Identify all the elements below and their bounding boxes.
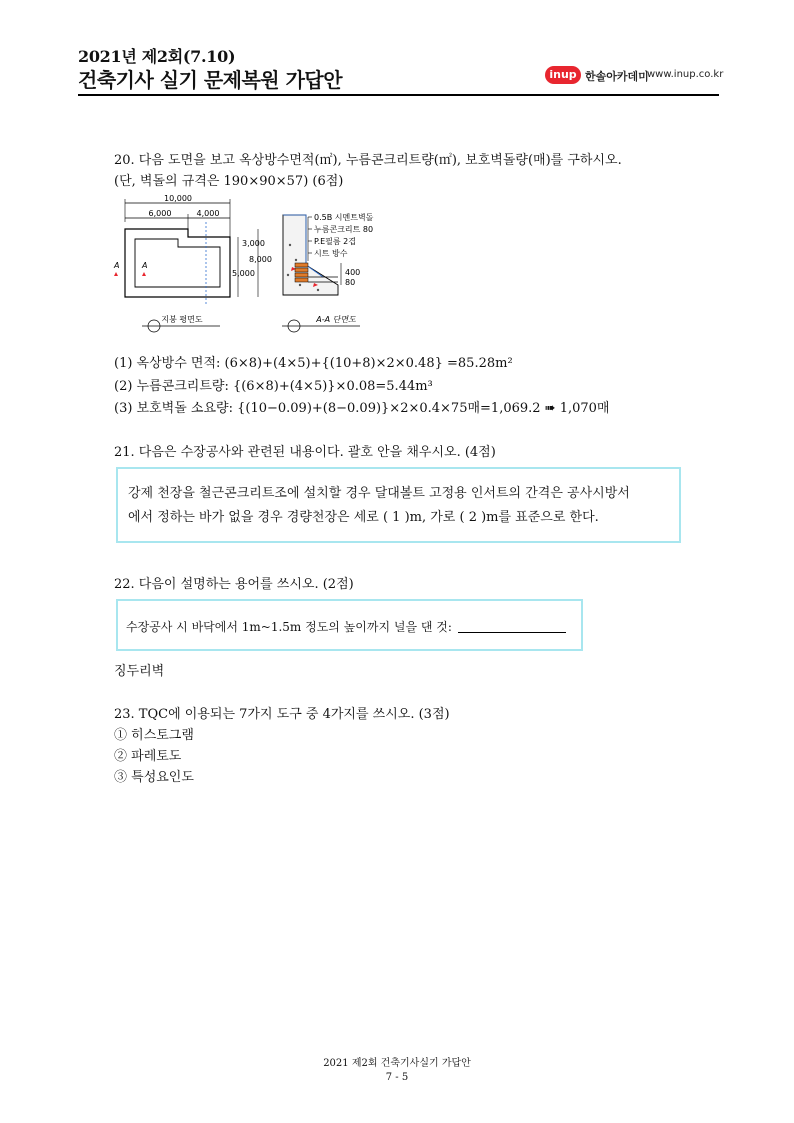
- q21-content-box: [116, 467, 681, 543]
- q23-question: 23. TQC에 이용되는 7가지 도구 중 4가지를 쓰시오. (3점): [114, 707, 450, 722]
- section-label-pe-film: P.E필름 2겹: [314, 237, 356, 246]
- q20-answer-3: (3) 보호벽돌 소요량: {(10−0.09)+(8−0.09)}×2×0.4×75매=1,069.2 ➠ 1,070매: [114, 401, 610, 416]
- q20-answer-2: (2) 누름콘크리트량: {(6×8)+(4×5)}×0.08=5.44m³: [114, 379, 433, 394]
- dim-8000: 8,000: [249, 255, 272, 264]
- q22-box-text: 수장공사 시 바닥에서 1m~1.5m 정도의 높이까지 널을 댄 것:: [126, 620, 452, 634]
- section-dim-400: 400: [345, 268, 361, 277]
- dim-5000: 5,000: [232, 269, 255, 278]
- q20-answer-1: (1) 옥상방수 면적: (6×8)+(4×5)+{(10+8)×2×0.48} =85.28m²: [114, 356, 513, 371]
- q21-box-line-1: 강제 천장을 철근콘크리트조에 설치할 경우 달대볼트 고정용 인서트의 간격은 공사시방서: [128, 486, 630, 501]
- q23-answer-2: ② 파레토도: [114, 749, 182, 764]
- section-a-a-drawing: [278, 205, 408, 340]
- q23-answer-1: ① 히스토그램: [114, 728, 194, 743]
- section-dim-80: 80: [345, 278, 356, 287]
- page-number: 7 - 5: [385, 1072, 409, 1083]
- section-label-concrete: 누름콘크리트 80: [314, 225, 374, 234]
- q22-answer-blank: [458, 632, 566, 633]
- section-caption: A-A 단면도: [316, 315, 356, 324]
- footer-title: 2021 제2회 건축기사실기 가답안: [323, 1058, 471, 1069]
- roof-plan-drawing: [110, 192, 280, 340]
- dim-total: 10,000: [164, 194, 192, 203]
- section-label-sheet: 시트 방수: [314, 249, 348, 258]
- q22-question: 22. 다음이 설명하는 용어를 쓰시오. (2점): [114, 577, 354, 592]
- dim-right: 4,000: [196, 209, 220, 218]
- q21-box-line-2: 에서 정하는 바가 없을 경우 경량천장은 세로 ( 1 )m, 가로 ( 2 )m를 표준으로 한다.: [128, 510, 599, 525]
- q20-question: 20. 다음 도면을 보고 옥상방수면적(㎡), 누름콘크리트량(㎡), 보호벽돌량(매)를 구하시오.: [114, 153, 622, 168]
- q20-condition: (단, 벽돌의 규격은 190×90×57) (6점): [114, 174, 344, 189]
- header-title-main: 건축기사 실기 문제복원 가답안: [78, 68, 343, 92]
- q22-answer: 징두리벽: [114, 664, 165, 679]
- q21-question: 21. 다음은 수장공사와 관련된 내용이다. 괄호 안을 채우시오. (4점): [114, 445, 496, 460]
- q23-answer-3: ③ 특성요인도: [114, 770, 194, 785]
- section-label-brick: 0.5B 시멘트벽돌: [314, 213, 374, 222]
- brand-name: 한솔아카데미: [585, 70, 649, 83]
- roof-plan-caption: 지붕 평면도: [161, 315, 203, 324]
- header-divider: [78, 94, 719, 96]
- section-mark-a-inner: A: [142, 261, 148, 270]
- header-title-year: 2021년 제2회(7.10): [78, 47, 236, 66]
- dim-left: 6,000: [148, 209, 172, 218]
- q22-content-box: [116, 599, 583, 651]
- section-mark-a-left: A: [114, 261, 120, 270]
- inup-logo: inup: [545, 66, 581, 84]
- brand-url: www.inup.co.kr: [647, 69, 724, 80]
- dim-3000: 3,000: [242, 239, 265, 248]
